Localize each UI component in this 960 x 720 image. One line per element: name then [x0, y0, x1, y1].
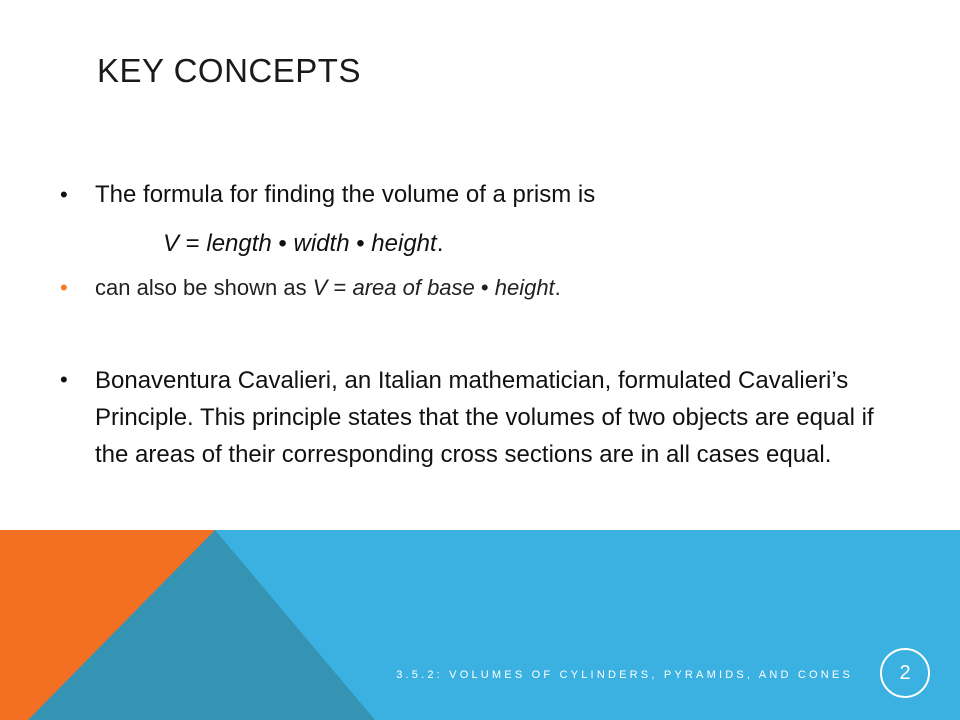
formula-length: length [206, 230, 272, 257]
page-number-badge [880, 648, 930, 698]
formula-dot: • [271, 230, 294, 257]
bullet-marker: • [60, 182, 68, 207]
formula-equals: = [179, 230, 207, 257]
formula-period: . [554, 275, 561, 300]
formula-period: . [436, 230, 444, 257]
footer-title: 3.5.2: VOLUMES OF CYLINDERS, PYRAMIDS, AND CONES [396, 669, 853, 681]
page-number: 2 [899, 661, 911, 684]
formula-variable-v: V [163, 230, 180, 257]
bullet-text: The formula for finding the volume of a prism is [95, 181, 596, 208]
formula-height: height [371, 230, 437, 257]
volume-formula [163, 226, 443, 262]
formula-variable-v: V [312, 275, 328, 300]
bullet-marker: • [60, 367, 68, 392]
text-prefix: can also be shown as [95, 275, 313, 300]
formula-width: width [293, 230, 350, 257]
formula-dot: • [474, 275, 495, 300]
bullet-marker: • [60, 275, 68, 300]
footer-band [0, 530, 960, 720]
bullet-text [95, 270, 885, 306]
formula-dot: • [349, 230, 372, 257]
formula-equals: = [327, 275, 353, 300]
formula-height: height [494, 275, 555, 300]
slide-title: KEY CONCEPTS [97, 52, 361, 89]
formula-area-of-base: area of base [352, 275, 475, 300]
bullet-text: Bonaventura Cavalieri, an Italian mathematician, formulated Cavalieri’s Principle. This principle states that the volumes of two objects are equal if the areas of their corresponding cross sections are in all cases equal. [95, 367, 874, 468]
